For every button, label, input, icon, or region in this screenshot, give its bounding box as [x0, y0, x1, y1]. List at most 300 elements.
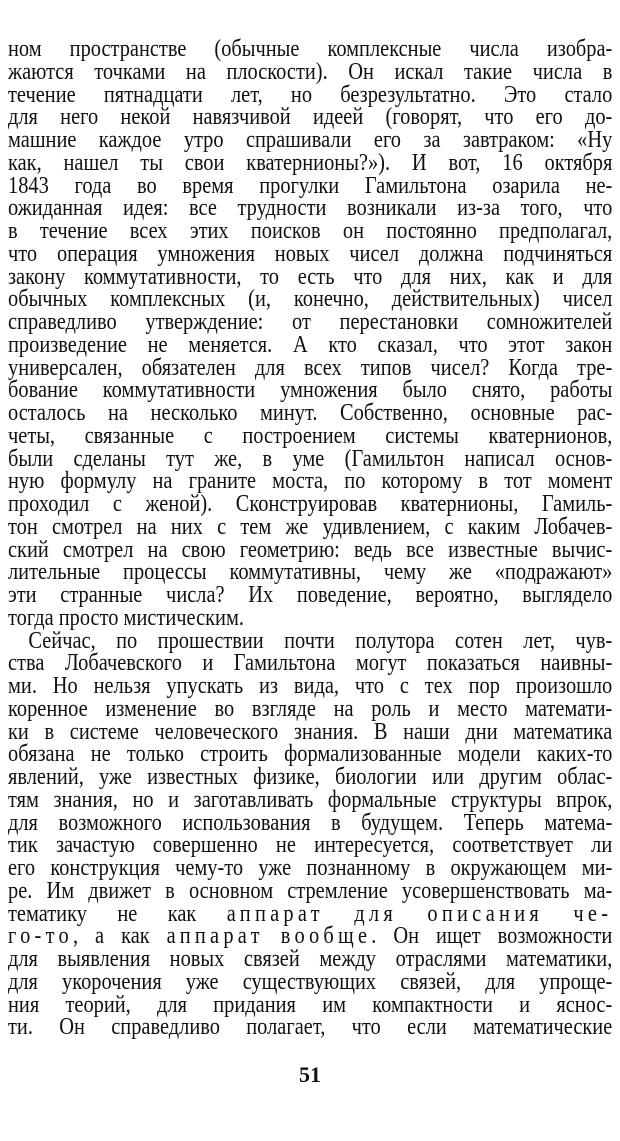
spaced-emphasis: вообще — [280, 923, 372, 950]
word-part: тем — [240, 513, 272, 540]
word — [328, 331, 357, 358]
word-part: окружающем — [450, 855, 567, 881]
word-part: время — [182, 172, 234, 199]
word-part: свои — [184, 149, 225, 176]
word — [297, 263, 335, 290]
word-part: основном — [188, 877, 274, 904]
word-part: компактности — [372, 991, 493, 1018]
word — [65, 991, 131, 1018]
word — [259, 675, 278, 698]
word — [151, 402, 238, 425]
word — [58, 809, 162, 836]
word-part: точками — [94, 58, 166, 85]
word-part: другим — [479, 764, 542, 790]
word-part: если — [407, 1014, 447, 1041]
word — [127, 743, 184, 766]
word-part: ти. — [8, 1014, 33, 1041]
word — [8, 604, 54, 631]
word-part: кватернионы, — [400, 491, 519, 517]
word-part: его — [535, 104, 563, 131]
word — [464, 445, 535, 472]
word — [427, 652, 520, 675]
word — [242, 968, 377, 995]
text-line — [8, 38, 612, 61]
word — [58, 948, 151, 971]
word-part: что — [354, 673, 384, 699]
word-part: пространстве — [69, 36, 187, 62]
text-line — [8, 445, 613, 472]
word — [287, 877, 388, 904]
word-part: укорочения — [62, 968, 162, 995]
word-part: каким — [467, 513, 521, 540]
word — [575, 627, 613, 654]
word — [319, 948, 376, 971]
word — [519, 991, 531, 1018]
word — [352, 1016, 381, 1039]
text-line — [8, 58, 613, 85]
word-part: ми- — [581, 855, 613, 881]
word — [213, 991, 296, 1018]
word — [202, 652, 213, 675]
word-part: . — [371, 923, 377, 950]
word-part: обычных — [8, 286, 88, 313]
word-part: работы — [550, 377, 613, 404]
text-line — [8, 129, 612, 152]
word — [401, 877, 570, 904]
word — [8, 149, 42, 176]
word — [190, 220, 229, 243]
word — [382, 470, 463, 493]
text-line — [8, 718, 613, 745]
word — [355, 675, 384, 698]
word-part: впрок, — [556, 786, 613, 813]
word — [8, 675, 37, 698]
word — [403, 379, 447, 402]
word-part: дни — [465, 718, 498, 745]
word — [392, 288, 540, 311]
text-line — [8, 675, 612, 698]
word-part: ства — [8, 650, 45, 677]
word-part: явлений, — [8, 764, 84, 790]
word — [166, 584, 225, 607]
text-line — [8, 991, 613, 1018]
word — [525, 695, 613, 722]
word-part: ищет — [436, 923, 481, 950]
word — [449, 561, 472, 584]
word — [303, 354, 342, 381]
word — [552, 263, 564, 290]
word-part: теорий, — [65, 991, 131, 1018]
text-line — [8, 422, 613, 449]
word-part: удивлением, — [322, 513, 431, 540]
word — [242, 422, 356, 449]
word — [111, 1016, 220, 1039]
word-part: и — [428, 695, 440, 722]
word-part: интересуется, — [314, 832, 435, 859]
word — [565, 331, 613, 358]
word — [258, 857, 291, 880]
word — [469, 675, 500, 698]
word-part: возможного — [58, 809, 162, 836]
word — [327, 38, 441, 61]
word-part: же — [449, 559, 472, 586]
word — [356, 652, 407, 675]
word — [51, 513, 123, 540]
word-part: ма- — [583, 877, 613, 904]
word — [444, 513, 454, 540]
word — [485, 968, 516, 995]
word — [251, 695, 316, 722]
word-part: стремление — [287, 877, 388, 904]
word-part: Их — [248, 582, 274, 608]
word — [374, 129, 401, 152]
word-part: для — [485, 968, 516, 995]
word — [469, 38, 518, 61]
word — [8, 948, 38, 971]
word-part: для — [8, 968, 38, 995]
word — [582, 263, 613, 290]
text-line — [8, 766, 612, 789]
word — [70, 38, 187, 61]
word-part: вычис- — [551, 536, 613, 563]
word — [354, 900, 397, 927]
word — [8, 470, 44, 493]
word — [58, 604, 119, 631]
word — [428, 695, 440, 722]
word-part: в — [602, 58, 613, 85]
text-line — [8, 857, 612, 880]
word — [484, 106, 513, 129]
text-line — [8, 561, 612, 584]
word — [523, 627, 556, 654]
word — [556, 786, 613, 813]
word — [73, 445, 146, 472]
word — [248, 288, 271, 311]
word — [182, 809, 311, 836]
word — [548, 470, 613, 493]
word — [8, 331, 127, 358]
word — [294, 288, 369, 311]
word-part: умножения — [280, 377, 378, 404]
word — [50, 857, 159, 880]
word-part: такие — [464, 58, 513, 85]
word — [508, 331, 545, 358]
word-part: плоскости). — [226, 58, 328, 85]
word — [401, 493, 519, 516]
text-line — [8, 149, 613, 176]
word-part: известных — [147, 764, 238, 790]
word — [297, 584, 392, 607]
word — [8, 968, 38, 995]
word — [69, 718, 139, 745]
word — [140, 149, 163, 176]
word — [8, 402, 85, 425]
word — [145, 493, 212, 516]
word — [470, 402, 554, 425]
word — [170, 513, 203, 540]
word — [495, 561, 613, 584]
word-part: он — [342, 218, 365, 244]
word — [132, 786, 154, 813]
word — [532, 58, 583, 85]
word — [53, 675, 78, 698]
text-line — [8, 240, 613, 267]
word — [426, 857, 436, 880]
word — [418, 240, 484, 267]
word — [396, 948, 487, 971]
word-part: ожиданная — [8, 195, 103, 222]
word-part: между — [319, 946, 376, 972]
word-part: ния — [8, 991, 40, 1018]
word — [353, 536, 392, 563]
word — [406, 536, 434, 563]
word — [8, 900, 87, 927]
word — [577, 129, 612, 152]
word-part: граните — [188, 468, 257, 495]
word — [492, 172, 560, 199]
word — [373, 718, 388, 745]
word-part: (говорят, — [385, 104, 463, 131]
word — [166, 675, 243, 698]
word-part: как — [505, 263, 535, 290]
word — [8, 513, 38, 540]
word-part: постоянно — [386, 218, 477, 244]
word — [40, 220, 108, 243]
word — [226, 900, 324, 927]
page-number: 51 — [299, 1062, 321, 1087]
word — [8, 38, 42, 61]
word — [542, 493, 612, 516]
word-part: модели — [457, 741, 521, 768]
word — [478, 470, 488, 493]
word-part: сказал, — [377, 331, 438, 358]
word-part: от — [292, 309, 311, 335]
word-part: математики, — [505, 946, 613, 972]
word-part: но — [290, 81, 313, 108]
word — [284, 627, 335, 654]
word-part: для — [157, 991, 187, 1018]
word-part: уже — [99, 764, 132, 790]
word — [103, 81, 203, 108]
word — [181, 536, 226, 563]
word-part: Теперь — [463, 809, 524, 836]
word — [554, 445, 613, 472]
word — [292, 445, 325, 472]
word-part: прогулки — [259, 172, 340, 199]
word-part: знания, — [53, 786, 118, 813]
text-line — [8, 652, 612, 675]
word — [8, 263, 66, 290]
word-part: него — [60, 104, 99, 131]
word-part: и — [519, 991, 531, 1018]
word-part: , — [72, 923, 79, 950]
word-part: что — [351, 1014, 381, 1041]
word — [46, 877, 75, 904]
word — [544, 809, 613, 836]
word-part: для — [254, 354, 285, 381]
word — [403, 718, 450, 745]
word — [400, 968, 462, 995]
word-part: минут. — [260, 400, 318, 426]
word — [8, 240, 38, 267]
word-part: будущем. — [361, 809, 444, 836]
word-part: для — [8, 104, 38, 131]
word-part: них, — [449, 263, 487, 290]
word — [448, 536, 538, 563]
word-part: изменение — [105, 695, 197, 722]
word-part: странные — [60, 582, 143, 608]
word-part: Гамиль- — [541, 491, 613, 517]
word-part: ты — [140, 149, 163, 176]
word-part: ми. — [8, 673, 37, 699]
word-part: для — [582, 263, 613, 290]
word-part: полутора — [355, 627, 435, 654]
word — [200, 743, 268, 766]
word — [521, 197, 563, 220]
word-part: и — [552, 263, 564, 290]
word — [62, 536, 134, 563]
text-line — [8, 743, 612, 766]
word — [123, 604, 244, 631]
word — [8, 493, 89, 516]
word — [260, 263, 280, 290]
word-part: связей, — [400, 968, 462, 995]
word-part: упускать — [166, 673, 244, 699]
word-part: всех — [303, 354, 342, 381]
text-line — [8, 948, 612, 971]
word-part: выглядело — [522, 582, 613, 608]
word-part: написал — [464, 445, 535, 472]
word — [184, 149, 225, 176]
word — [361, 809, 444, 836]
word-part: машние — [8, 127, 77, 153]
word — [99, 129, 162, 152]
word-part: ли — [591, 832, 613, 859]
word-part: придания — [213, 991, 296, 1018]
word-part: произведение — [8, 331, 127, 358]
word-part: место — [457, 695, 508, 722]
word — [74, 172, 112, 199]
word — [246, 129, 352, 152]
word-part: Лобачев- — [534, 513, 613, 540]
word — [8, 584, 37, 607]
word — [450, 857, 566, 880]
word-part: как — [167, 900, 197, 927]
word — [452, 834, 573, 857]
word-part: соответствует — [452, 832, 573, 859]
word — [540, 652, 612, 675]
word — [175, 857, 243, 880]
word-part: сделаны — [73, 445, 146, 472]
word-part: всех — [129, 218, 168, 244]
word-part: упроще- — [539, 968, 613, 995]
word-part: конструкция — [50, 855, 160, 881]
text-line — [8, 331, 613, 358]
word-part: построением — [242, 422, 356, 449]
word-part: нельзя — [93, 673, 151, 699]
word — [123, 197, 168, 220]
word-part: не — [90, 741, 111, 768]
word-part: женой). — [145, 491, 213, 517]
word — [170, 948, 225, 971]
word-part: смотрел — [51, 513, 123, 540]
word — [550, 379, 612, 402]
word-part: во — [137, 172, 157, 199]
word — [281, 925, 377, 948]
word — [8, 925, 78, 948]
word — [8, 311, 117, 334]
word-part: безрезультатно. — [340, 81, 476, 108]
word — [8, 379, 78, 402]
word — [145, 311, 263, 334]
word — [44, 718, 55, 745]
word — [147, 536, 168, 563]
word-part: обязателен — [141, 354, 236, 381]
spaced-emphasis: го-то — [8, 923, 73, 950]
word — [294, 675, 339, 698]
text-line — [8, 470, 612, 493]
word-part: числа? — [166, 582, 225, 608]
word — [602, 58, 613, 85]
word — [185, 58, 206, 85]
word — [94, 675, 151, 698]
word — [544, 149, 613, 176]
word-part: вот, — [448, 149, 481, 176]
word-part: не — [117, 900, 138, 927]
word-part: тям — [8, 786, 39, 813]
word-part: уме — [292, 445, 325, 472]
word — [335, 766, 417, 789]
word — [203, 422, 213, 449]
text-line — [8, 197, 612, 220]
text-line — [8, 288, 612, 311]
word-part: чув- — [575, 627, 613, 654]
word-part: известные — [448, 536, 538, 563]
word — [344, 470, 365, 493]
word-part: справедливо — [111, 1014, 220, 1041]
word — [284, 743, 442, 766]
word — [130, 220, 168, 243]
word-part: комплексные — [327, 36, 442, 62]
word-part: что — [583, 195, 613, 222]
word — [95, 925, 104, 948]
text-line — [8, 536, 613, 563]
word — [432, 766, 464, 789]
word-part: для — [8, 946, 38, 972]
word — [465, 718, 498, 745]
word — [239, 536, 340, 563]
word-part: чисел — [349, 240, 400, 267]
word-part: формулу — [60, 468, 137, 495]
word-part: сотен — [454, 627, 503, 654]
word — [60, 584, 142, 607]
word-part: усовершенствовать — [401, 877, 570, 904]
text-line — [8, 493, 612, 516]
text-line — [8, 809, 613, 836]
word-part: основ- — [554, 445, 613, 472]
word — [464, 58, 513, 85]
text-line — [8, 900, 613, 927]
word-part: новых — [169, 946, 225, 972]
word — [386, 220, 477, 243]
word-part: роль — [371, 695, 411, 722]
word-part: математи- — [525, 695, 613, 722]
word-part: того, — [520, 195, 563, 222]
word — [8, 834, 38, 857]
word-part: коммутативны, — [229, 559, 362, 586]
word-part: утверждение: — [145, 309, 264, 335]
word-part: с — [399, 673, 409, 699]
